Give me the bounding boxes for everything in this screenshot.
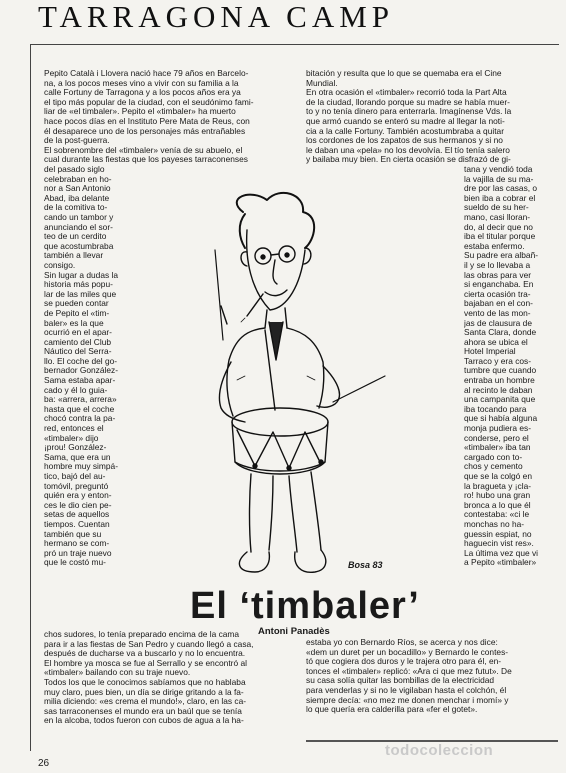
text-line: teo de un cerdito	[44, 232, 107, 242]
text-line: Náutico del Serra-	[44, 347, 112, 357]
text-line: La última vez que vi	[464, 548, 539, 558]
text-line: muy claro, pues bien, un día se dirige gritando a la fa-	[44, 687, 244, 697]
text-line: ocurrió en el apar-	[44, 328, 112, 338]
text-line: hombre muy simpá-	[44, 462, 119, 472]
text-line: liar de «el timbaler». Pepito el «timbaler» ha muerto	[44, 107, 236, 117]
text-line: Su padre era albañ-	[464, 251, 539, 261]
text-line: cado y él lo guia-	[44, 385, 108, 395]
text-line: hermano se com-	[44, 539, 110, 549]
timbaler-caricature-illustration	[155, 190, 400, 585]
text-line: nor a San Antonio	[44, 184, 111, 194]
text-line: setas de aquellos	[44, 510, 110, 520]
text-line: historia más popu-	[44, 280, 113, 290]
text-line: Sama, que era un	[44, 452, 111, 462]
text-line: monchas no ha-	[464, 519, 525, 529]
text-line: hace pocos días en el Instituto Pere Mata de Reus, con	[44, 116, 250, 126]
text-line: bajaban en el con-	[464, 299, 533, 309]
right-top-paragraphs	[306, 69, 556, 165]
text-line: él desaparece uno de los personajes más entrañables	[44, 126, 246, 136]
text-line: il y se lo llevaba a	[464, 260, 531, 270]
text-line: siempre decía: «no mez me donen menchar i momí» y	[306, 695, 509, 705]
text-line: guessin espiat, no	[464, 529, 532, 539]
text-line: mano, casi lloran-	[464, 212, 531, 222]
text-line: para venderlas y si no le vigilaban hasta el colchón, él	[306, 685, 507, 695]
text-line: «timbaler» dijo	[44, 433, 99, 443]
text-line: la bragueta y ¡cla-	[464, 481, 532, 491]
text-line: cia a la calle Fortuny. También acostumbraba a quitar	[306, 126, 504, 136]
text-line: ro! hubo una gran	[464, 491, 531, 501]
text-line: El hombre ya mosca se fue al Serrallo y se encontró al	[44, 658, 247, 668]
text-line: estaba enfermo.	[464, 241, 525, 251]
text-line: que acostumbraba	[44, 241, 114, 251]
text-line: a Pepito «timbaler»	[464, 558, 537, 568]
text-line: «timbaler» iba tan	[464, 443, 531, 453]
left-bottom-paragraphs	[44, 630, 300, 726]
watermark-text: todocoleccion	[385, 742, 494, 759]
text-line: haguecin vist res».	[464, 539, 534, 549]
text-line: que si había alguna	[464, 414, 538, 424]
text-line: que se la colgó en	[464, 472, 532, 481]
text-line: red, entonces el	[44, 424, 104, 434]
text-line: del pasado siglo	[44, 165, 105, 174]
article-title: El ‘timbaler’	[190, 585, 420, 627]
text-line: ahora se ubica el	[464, 337, 528, 347]
text-line: calle Fortuny de Tarragona y a los pocos años era ya	[44, 88, 241, 98]
text-line: to y no tenía dinero para enterrarla. Imagínense Vds. la	[306, 107, 512, 117]
text-line: que armó cuando se enteró su madre al llegar la noti-	[306, 116, 505, 126]
text-line: pró un traje nuevo	[44, 548, 112, 558]
text-line: chos y cemento	[464, 462, 523, 472]
text-line: sas tarraconenses el mundo era un baúl que se tenía	[44, 706, 242, 716]
text-line: «timbaler» bailando con su traje nuevo.	[44, 668, 191, 678]
text-line: baler» es la que	[44, 318, 104, 328]
text-line: lo que quería era calderilla para «fer el gotet».	[306, 705, 478, 715]
text-line: do, al decir que no	[464, 222, 533, 232]
text-line: cual durante las fiestas que los payeses tarraconenses	[44, 155, 248, 165]
text-line: los cordones de los zapatos de sus hermanos y si no	[306, 136, 503, 146]
text-line: las obras para ver	[464, 270, 532, 280]
text-line: el tipo más popular de la ciudad, con el seudónimo fami-	[44, 97, 254, 107]
illustrator-signature: Bosa 83	[348, 560, 383, 570]
text-line: tana y vendió toda	[464, 165, 533, 174]
text-line: Hotel Imperial	[464, 347, 516, 357]
text-line: tó que cogiera dos duros y le trajera otro para él, en-	[306, 657, 502, 667]
text-line: su casa solía quitar las bombillas de la electricidad	[306, 676, 495, 686]
article-author: Antoni Panadès	[258, 626, 330, 637]
text-line: ces le dio cien pe-	[44, 500, 112, 510]
text-line: cando un tambor y	[44, 212, 114, 222]
text-line: chos sudores, lo tenía preparado encima de la cama	[44, 630, 240, 639]
text-line: cierta ocasión tra-	[464, 289, 531, 299]
text-line: lar de las miles que	[44, 289, 117, 299]
text-line: Abad, iba delante	[44, 193, 110, 203]
text-line: Sama estaba apar-	[44, 376, 116, 386]
text-line: al recinto le daban	[464, 385, 533, 395]
text-line: conderse, pero el	[464, 433, 529, 443]
text-line: contestaba: «ci le	[464, 510, 530, 520]
text-line: tonces el «timbaler» replicó: «Ara ci que mez futut». De	[306, 666, 512, 676]
text-line: «dem un duret per un bocadillo» y Bernardo le contes-	[306, 647, 509, 657]
text-line: bernador González-	[44, 366, 119, 376]
text-line: ¡prou! González-	[44, 443, 107, 453]
left-narrow-paragraphs	[44, 165, 130, 568]
text-line: quién era y enton-	[44, 491, 112, 501]
text-line: tiempos. Cuentan	[44, 519, 110, 529]
text-line: ba: «arrera, arrera»	[44, 395, 117, 405]
text-line: Sin lugar a dudas la	[44, 270, 119, 280]
text-line: hasta que el coche	[44, 404, 115, 414]
right-bottom-paragraphs	[306, 638, 556, 715]
text-line: chocó contra la pa-	[44, 414, 116, 424]
text-line: Tarraco y era cos-	[464, 356, 532, 366]
text-line: tumbre que cuando	[464, 366, 537, 376]
text-line: Pepito Català i Llovera nació hace 79 años en Barcelo-	[44, 69, 249, 78]
right-column-bottom	[306, 638, 556, 715]
text-line: estaba yo con Bernardo Ríos, se acerca y nos dice:	[306, 638, 498, 647]
text-line: na, a los pocos meses vino a vivir con su familia a la	[44, 78, 239, 88]
text-line: también a llevar	[44, 251, 104, 261]
text-line: se pueden contar	[44, 299, 109, 309]
text-line: iba tocando para	[464, 404, 527, 414]
text-line: una campanita que	[464, 395, 536, 405]
text-line: bien iba a cobrar el	[464, 193, 536, 203]
text-line: Mundial.	[306, 78, 338, 88]
text-line: monja pudiera es-	[464, 424, 532, 434]
text-line: anunciando el sor-	[44, 222, 113, 232]
text-line: jas de clausura de	[464, 318, 532, 328]
right-column-top	[306, 69, 556, 165]
page-number: 26	[38, 758, 50, 769]
text-line: celebraban en ho-	[44, 174, 112, 184]
text-line: de la ciudad, llorando porque su madre se había muer-	[306, 97, 510, 107]
text-line: llo. El coche del go-	[44, 356, 118, 366]
text-line: si enganchaba. En	[464, 280, 534, 290]
text-line: y bailaba muy bien. En cierta ocasión se disfrazó de gi-	[306, 155, 511, 165]
text-line: la vajilla de su ma-	[464, 174, 534, 184]
text-line: vento de las mon-	[464, 308, 531, 318]
text-line: de la post-guerra.	[44, 136, 110, 146]
text-line: tico, bajó del au-	[44, 472, 106, 481]
text-line: le daban una «pela» no los devolvía. El tío tenía salero	[306, 145, 510, 155]
text-line: Todos los que le conocimos sabíamos que no hablaba	[44, 677, 246, 687]
text-line: bronca a lo que él	[464, 500, 531, 510]
text-line: milia diciendo: «es crema el mundo!», claro, en las ca-	[44, 697, 247, 707]
text-line: de la comitiva to-	[44, 203, 108, 213]
text-line: de Pepito el «tim-	[44, 308, 110, 318]
left-column-narrow	[44, 165, 130, 568]
text-line: En otra ocasión el «timbaler» recorrió toda la Part Alta	[306, 88, 507, 98]
right-column-narrow	[464, 165, 556, 568]
text-line: dre por las casas, o	[464, 184, 538, 194]
text-line: Santa Clara, donde	[464, 328, 537, 338]
text-line: El sobrenombre del «timbaler» venía de su abuelo, el	[44, 145, 243, 155]
text-line: bitación y resulta que lo que se quemaba era el Cine	[306, 69, 502, 78]
page-header	[0, 0, 566, 36]
left-top-paragraphs	[44, 69, 300, 165]
text-line: sueldo de su her-	[464, 203, 529, 213]
text-line: que le costó mu-	[44, 558, 106, 568]
left-column-top	[44, 69, 300, 165]
text-line: después de ducharse va a buscarlo y no lo encuentra.	[44, 649, 246, 659]
text-line: en la alcoba, todos fueron con cubos de agua a la ha-	[44, 716, 244, 726]
right-narrow-paragraphs	[464, 165, 556, 568]
text-line: camiento del Club	[44, 337, 112, 347]
text-line: iba el titular porque	[464, 232, 536, 242]
text-line: tomóvil, preguntó	[44, 481, 109, 491]
text-line: entraba un hombre	[464, 376, 535, 386]
text-line: consigo.	[44, 260, 76, 270]
left-column-bottom	[44, 630, 300, 726]
text-line: cargado con to-	[464, 452, 523, 462]
section-title: TARRAGONA CAMP	[38, 0, 395, 34]
text-line: para ir a las fiestas de San Pedro y cuando llegó a casa,	[44, 639, 254, 649]
text-line: también que su	[44, 529, 102, 539]
